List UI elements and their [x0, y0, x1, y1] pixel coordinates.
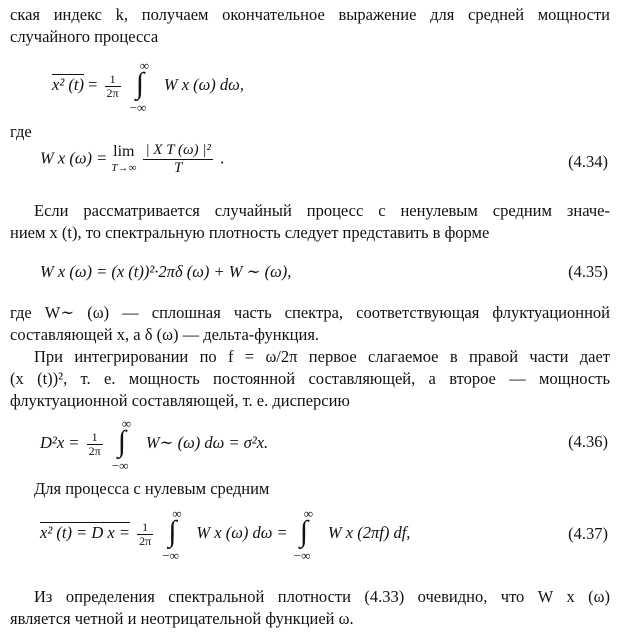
integral-sign: ∞ ∫ −∞	[111, 416, 132, 473]
fraction-numerator: 1	[109, 71, 116, 86]
eq-lhs: x² (t)	[52, 74, 84, 94]
eq-lhs: D²x =	[40, 432, 80, 452]
equation-number: (4.36)	[568, 432, 608, 451]
paragraph-intro	[10, 4, 610, 48]
equation-number: (4.34)	[568, 152, 608, 171]
integral-sign: ∞ ∫ −∞	[129, 58, 149, 115]
fraction-denominator: 2π	[139, 533, 152, 548]
text-line: Из определения спектральной плотности (4.33) очевидно, что W x (ω)	[34, 587, 610, 606]
where-label: где	[10, 122, 32, 141]
integral-sign: ∞ ∫ −∞	[162, 506, 182, 563]
limit-word: lim	[113, 142, 135, 160]
limit-subscript: T→∞	[111, 161, 137, 174]
limit	[111, 144, 136, 176]
text-line: составляющей x, а δ (ω) — дельта-функция.	[10, 325, 320, 344]
fraction-denominator: T	[143, 159, 213, 177]
fraction-numerator: 1	[142, 519, 149, 534]
eq-integrand: W x (ω) dω,	[163, 74, 244, 94]
text-line: ская индекс k, получаем окончательное выражение для средней мощности	[10, 5, 610, 24]
text-line: случайного процесса	[10, 27, 159, 46]
text-line: нием x (t), то спектральную плотность следует представить в форме	[10, 223, 490, 242]
equation-mean-power	[52, 58, 244, 114]
eq-middle: W x (ω) dω =	[196, 522, 288, 542]
integral-upper: ∞	[303, 506, 314, 521]
equation-number: (4.35)	[568, 262, 608, 281]
eq-sign: =	[88, 74, 98, 94]
fraction-numerator: 1	[91, 429, 98, 444]
equation-4-34	[40, 142, 224, 177]
text-line: Для процесса с нулевым средним	[34, 479, 270, 498]
equation-4-36	[40, 416, 268, 472]
fraction	[87, 431, 103, 458]
integral-upper: ∞	[121, 416, 132, 431]
eq-integrand: W∼ (ω) dω = σ²x.	[145, 432, 269, 452]
eq-integrand: W x (2πf) df,	[327, 522, 411, 542]
integral-upper: ∞	[139, 58, 149, 73]
integral-lower: −∞	[293, 548, 311, 563]
eq-lhs: W x (ω) =	[40, 148, 108, 168]
paragraph-zero-mean	[10, 478, 610, 500]
paragraph-conclusion	[10, 586, 610, 630]
integral-lower: −∞	[129, 100, 147, 115]
text-line: где W∼ (ω) — сплошная часть спектра, соответствующая флуктуационной	[10, 303, 610, 322]
text-line: (x (t))², т. е. мощность постоянной составляющей, а второе — мощность	[10, 369, 610, 388]
eq-tail: .	[220, 148, 225, 168]
integral-upper: ∞	[172, 506, 182, 521]
fraction-denominator: 2π	[88, 443, 101, 458]
integral-lower: −∞	[162, 548, 179, 563]
fraction-numerator: | X T (ω) |²	[145, 142, 211, 158]
text-line: При интегрировании по f = ω/2π первое слагаемое в правой части дает	[34, 347, 610, 366]
integral-lower: −∞	[111, 458, 129, 473]
fraction	[105, 73, 121, 100]
text-line: Если рассматривается случайный процесс с ненулевым средним значе-	[34, 201, 610, 220]
paragraph-integration	[10, 346, 610, 412]
fraction-denominator: 2π	[106, 85, 119, 100]
equation-4-35: W x (ω) = (x (t))²·2πδ (ω) + W ∼ (ω),	[40, 262, 292, 281]
fraction	[143, 142, 213, 177]
eq-lhs: x² (t) = D x =	[40, 522, 130, 542]
fraction	[137, 521, 153, 548]
equation-number: (4.37)	[568, 524, 608, 543]
integral-sign: ∞ ∫ −∞	[293, 506, 314, 563]
text-line: является четной и неотрицательной функцией ω.	[10, 609, 354, 628]
equation-4-37	[40, 506, 410, 562]
paragraph-nonzero-mean	[10, 200, 610, 244]
text-line: флуктуационной составляющей, т. е. дисперсию	[10, 391, 350, 410]
paragraph-continuous-part	[10, 302, 610, 346]
